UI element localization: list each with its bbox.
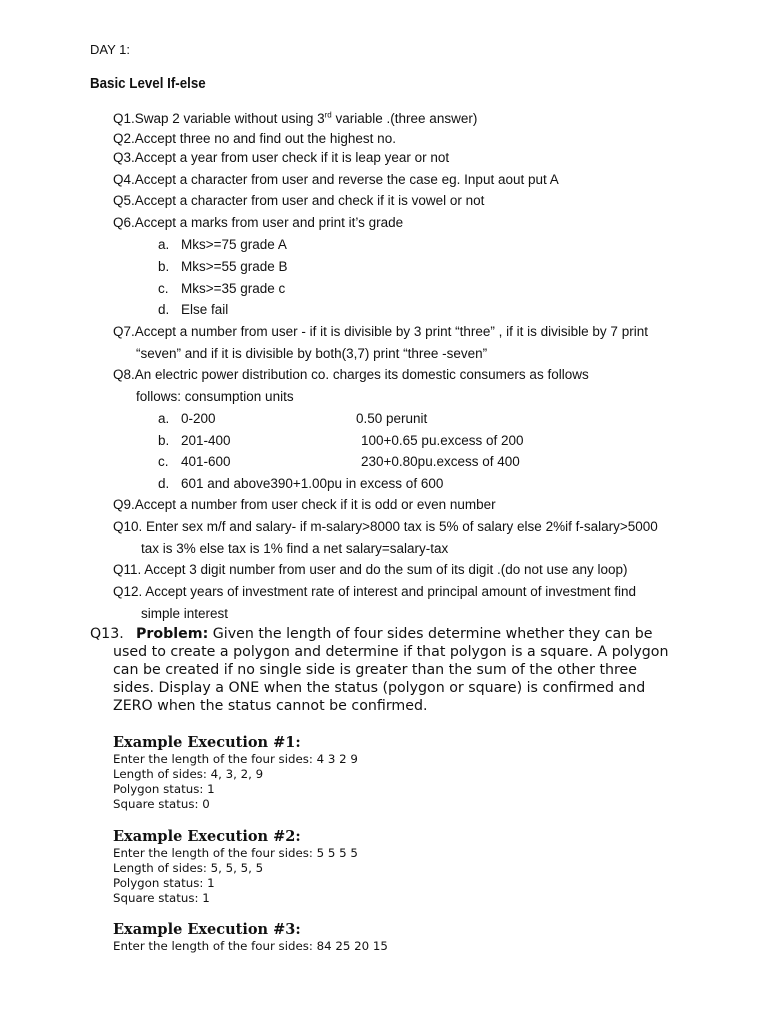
question-number: Q3. (113, 150, 135, 165)
question-9 (113, 497, 496, 512)
list-marker: a. (158, 237, 170, 252)
list-item-text: Mks>=55 grade B (181, 259, 288, 274)
question-number: Q1. (113, 111, 135, 126)
example-title: Example Execution #1: (113, 734, 301, 751)
question-13 (90, 625, 680, 715)
question-text: Accept years of investment rate of interest and principal amount of investment find (142, 584, 637, 599)
list-marker: d. (158, 302, 170, 317)
example-execution-1 (113, 734, 358, 812)
list-marker: a. (158, 411, 170, 426)
question-number: Q6. (113, 215, 135, 230)
tariff-item-b (158, 433, 524, 448)
question-text: Enter sex m/f and salary- if m-salary>8000 tax is 5% of salary else 2%if f-salary>5000 (142, 519, 658, 534)
question-number: Q12. (113, 584, 143, 599)
example-line: Enter the length of the four sides: 84 25 20 15 (113, 939, 388, 953)
example-execution-2 (113, 828, 358, 906)
question-number: Q9. (113, 497, 135, 512)
question-text: Accept a marks from user and print it’s grade (134, 215, 404, 230)
tariff-item-c (158, 454, 520, 469)
question-number: Q10. (113, 519, 143, 534)
problem-text: Given the length of four sides determine whether they can be used to create a polygon and determine if that polygon is a square. A polygon can be created if no single side is greater than the sum of the other three sides. Display a ONE when the status (polygon or square) is confirmed and ZERO when the status cannot be confirmed. (113, 626, 669, 714)
list-item-text: Else fail (181, 302, 229, 317)
question-number: Q5. (113, 193, 135, 208)
question-4 (113, 172, 559, 187)
list-marker: d. (158, 476, 170, 491)
tariff-item-a (158, 411, 428, 426)
list-item-text: Mks>=35 grade c (181, 281, 286, 296)
question-text: Accept a character from user and check if it is vowel or not (134, 193, 485, 208)
question-11 (113, 562, 628, 577)
question-2 (113, 131, 396, 146)
question-8 (113, 367, 589, 382)
question-text: An electric power distribution co. charges its domestic consumers as follows (134, 367, 589, 382)
question-text-tail: variable .(three answer) (331, 111, 478, 126)
tariff-range: 401-600 (181, 454, 231, 469)
example-line: Enter the length of the four sides: 5 5 5 5 (113, 846, 358, 860)
question-6 (113, 215, 403, 230)
tariff-range: 0-200 (181, 411, 216, 426)
question-12 (113, 584, 636, 599)
list-marker: b. (158, 433, 170, 448)
question-text: Accept a character from user and reverse the case eg. Input aout put A (134, 172, 559, 187)
question-10 (113, 519, 658, 534)
example-line: Length of sides: 4, 3, 2, 9 (113, 767, 264, 781)
question-13-body (113, 625, 680, 715)
example-title: Example Execution #2: (113, 828, 301, 845)
question-1 (113, 111, 477, 126)
question-text: Accept a year from user check if it is leap year or not (134, 150, 450, 165)
example-line: Polygon status: 1 (113, 782, 215, 796)
question-number: Q11. (113, 562, 142, 577)
grade-item-d (158, 302, 228, 317)
section-heading: Basic Level If-else (90, 76, 206, 92)
grade-item-a (158, 237, 287, 252)
superscript: rd (324, 110, 332, 120)
tariff-item-d (158, 476, 443, 491)
question-10-continuation: tax is 3% else tax is 1% find a net salary=salary-tax (141, 541, 449, 556)
grade-item-c (158, 281, 285, 296)
tariff-range: 601 and above390+1.00pu in excess of 600 (181, 476, 444, 491)
question-5 (113, 193, 484, 208)
example-line: Length of sides: 5, 5, 5, 5 (113, 861, 264, 875)
question-3 (113, 150, 449, 165)
tariff-rate: 0.50 perunit (356, 411, 428, 426)
question-number: Q13. (90, 626, 124, 642)
example-line: Polygon status: 1 (113, 876, 215, 890)
question-text: Accept a number from user - if it is divisible by 3 print “three” , if it is divisible by 7 print (134, 324, 648, 339)
question-text: Accept 3 digit number from user and do the sum of its digit .(do not use any loop) (141, 562, 628, 577)
example-title: Example Execution #3: (113, 921, 301, 938)
question-number: Q8. (113, 367, 135, 382)
question-number: Q4. (113, 172, 135, 187)
question-7 (113, 324, 648, 339)
example-line: Square status: 1 (113, 891, 210, 905)
question-7-continuation: “seven” and if it is divisible by both(3,7) print “three -seven” (136, 346, 488, 361)
example-execution-3 (113, 921, 388, 954)
list-marker: b. (158, 259, 170, 274)
list-item-text: Mks>=75 grade A (181, 237, 287, 252)
question-number: Q7. (113, 324, 135, 339)
grade-item-b (158, 259, 288, 274)
question-12-continuation: simple interest (141, 606, 229, 621)
example-line: Enter the length of the four sides: 4 3 2 9 (113, 752, 358, 766)
question-text: Accept a number from user check if it is odd or even number (134, 497, 496, 512)
question-8-continuation: follows: consumption units (136, 389, 294, 404)
list-marker: c. (158, 281, 169, 296)
question-text: Swap 2 variable without using 3 (134, 111, 325, 126)
tariff-range: 201-400 (181, 433, 231, 448)
problem-label: Problem: (136, 626, 209, 642)
day-label: DAY 1: (90, 42, 130, 57)
example-line: Square status: 0 (113, 797, 210, 811)
tariff-rate: 100+0.65 pu.excess of 200 (361, 433, 524, 448)
tariff-rate: 230+0.80pu.excess of 400 (361, 454, 520, 469)
list-marker: c. (158, 454, 169, 469)
question-number: Q2. (113, 131, 135, 146)
question-text: Accept three no and find out the highest no. (134, 131, 396, 146)
